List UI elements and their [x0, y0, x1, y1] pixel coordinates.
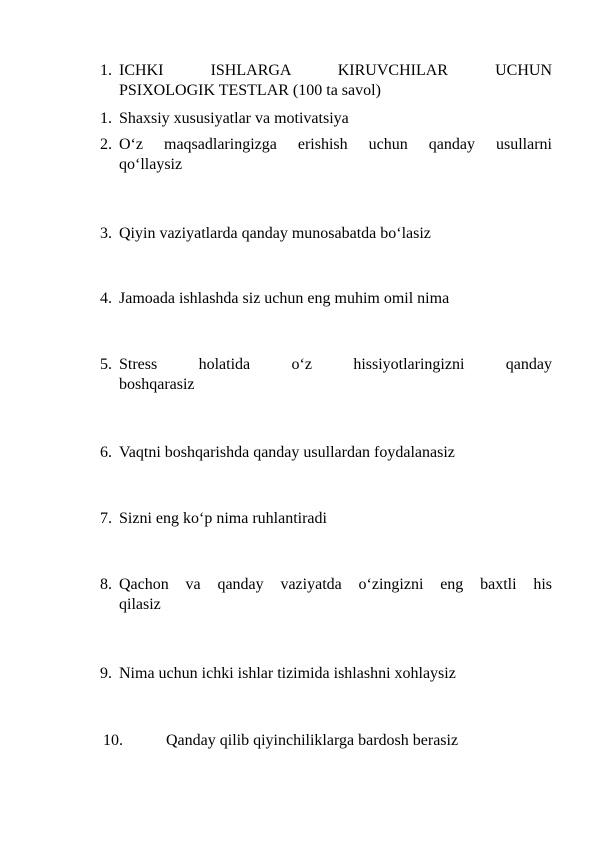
list-item-text-line-1: Stress holatida o‘z hissiyotlaringizni qanday: [119, 356, 552, 373]
list-number: 8.: [100, 576, 112, 593]
heading-line-1: ICHKI ISHLARGA KIRUVCHILAR UCHUN: [119, 62, 552, 79]
list-item: [100, 443, 552, 463]
heading-line-2: PSIXOLOGIK TESTLAR (100 ta savol): [119, 82, 381, 99]
list-number: 7.: [100, 510, 112, 527]
list-item-text: Sizni eng ko‘p nima ruhlantiradi: [119, 510, 327, 527]
list-item-text-line-2: qo‘llaysiz: [119, 156, 183, 173]
list-number: 9.: [100, 665, 112, 682]
list-item-text-line-1: O‘z maqsadlaringizga erishish uchun qanday usullarni: [119, 136, 552, 153]
list-item-text-line-1: Qachon va qanday vaziyatda o‘zingizni eng baxtli his: [119, 576, 552, 593]
list-item: [100, 731, 552, 751]
list-item-text: Shaxsiy xususiyatlar va motivatsiya: [119, 110, 349, 127]
list-item-text: Vaqtni boshqarishda qanday usullardan foydalanasiz: [119, 444, 455, 461]
list-item: [100, 289, 552, 309]
list-item: [100, 109, 552, 129]
list-item-text: Jamoada ishlashda siz uchun eng muhim omil nima: [119, 290, 450, 307]
list-number: 10.: [103, 732, 123, 749]
list-item-text: Qanday qilib qiyinchiliklarga bardosh berasiz: [166, 732, 459, 749]
list-number: 2.: [100, 136, 112, 153]
list-number: 3.: [100, 225, 112, 242]
list-item: [100, 509, 552, 529]
list-item: [100, 575, 552, 615]
list-item: [100, 224, 552, 244]
list-number: 6.: [100, 444, 112, 461]
heading-item: [100, 61, 552, 101]
list-item-text: Qiyin vaziyatlarda qanday munosabatda bo‘lasiz: [119, 225, 431, 242]
list-number: 5.: [100, 356, 112, 373]
list-item-text-line-2: boshqarasiz: [119, 376, 195, 393]
list-item-text-line-2: qilasiz: [119, 596, 161, 613]
list-item: [100, 664, 552, 684]
list-number: 4.: [100, 290, 112, 307]
list-item: [100, 355, 552, 395]
list-number: 1.: [100, 62, 112, 79]
list-item-text: Nima uchun ichki ishlar tizimida ishlashni xohlaysiz: [119, 665, 456, 682]
list-number: 1.: [100, 110, 112, 127]
list-item: [100, 135, 552, 175]
